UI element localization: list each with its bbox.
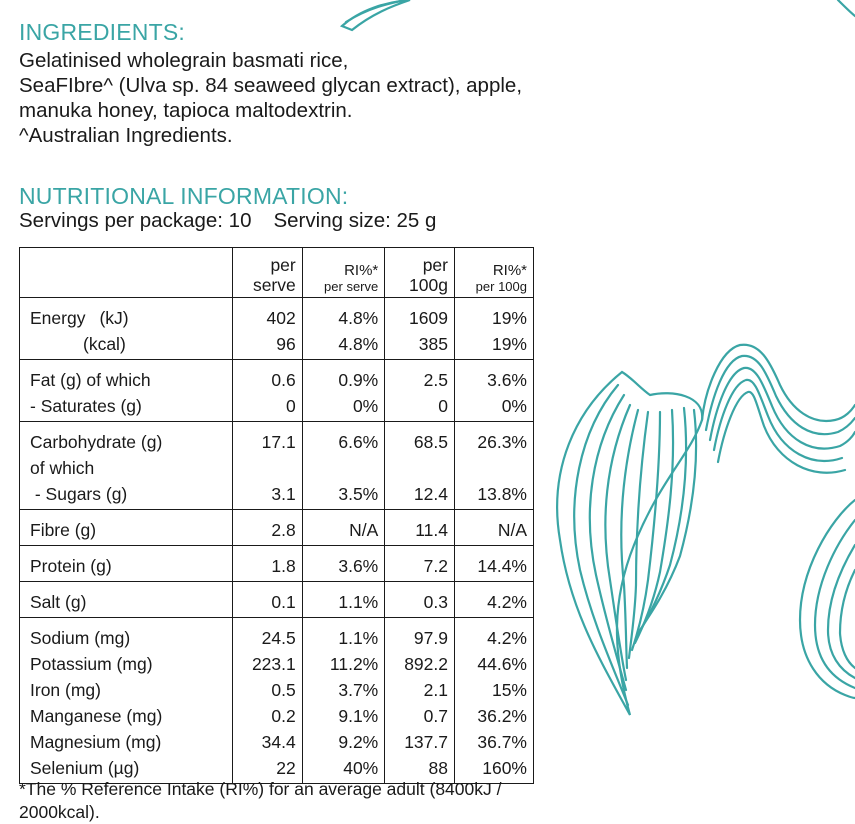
- cell-value: 24.5: [233, 618, 303, 650]
- cell-value: 17.1: [233, 422, 303, 454]
- servings-info: [19, 209, 436, 233]
- cell-value: 15%: [454, 675, 533, 701]
- cell-value: 26.3%: [454, 422, 533, 454]
- row-label: [20, 329, 233, 360]
- ingredients-line: SeaFIbre^ (Ulva sp. 84 seaweed glycan extract), apple,: [19, 74, 523, 97]
- ingredients-line: manuka honey, tapioca maltodextrin.: [19, 99, 353, 122]
- cell-value: 19%: [454, 329, 533, 360]
- cell-value: 40%: [302, 753, 385, 784]
- ingredients-line: Gelatinised wholegrain basmati rice,: [19, 49, 349, 72]
- cell-value: 44.6%: [454, 649, 533, 675]
- cell-value: 14.4%: [454, 546, 533, 582]
- cell-value: [385, 453, 455, 479]
- cell-value: 3.6%: [454, 360, 533, 392]
- header-text: per: [270, 255, 296, 275]
- header-per-100g: [385, 248, 455, 298]
- cell-value: 9.1%: [302, 701, 385, 727]
- cell-value: 22: [233, 753, 303, 784]
- cell-value: 12.4: [385, 479, 455, 510]
- table-row: [20, 582, 534, 618]
- cell-value: 1.8: [233, 546, 303, 582]
- table-row: [20, 360, 534, 392]
- table-row: [20, 391, 534, 422]
- cell-value: 1.1%: [302, 582, 385, 618]
- header-text: RI%*: [492, 262, 527, 279]
- table-row: [20, 479, 534, 510]
- row-label: Magnesium (mg): [20, 727, 233, 753]
- row-label: Fat (g) of which: [20, 360, 233, 392]
- row-label: of which: [20, 453, 233, 479]
- cell-value: 0: [385, 391, 455, 422]
- cell-value: 0.2: [233, 701, 303, 727]
- header-text: serve: [252, 275, 296, 295]
- table-row: [20, 618, 534, 650]
- cell-value: [302, 453, 385, 479]
- header-ri-100g: [454, 248, 533, 298]
- row-label-text: Energy: [30, 308, 86, 328]
- cell-value: [233, 453, 303, 479]
- cell-value: 3.6%: [302, 546, 385, 582]
- cell-value: 9.2%: [302, 727, 385, 753]
- table-row: [20, 453, 534, 479]
- table-row: [20, 701, 534, 727]
- row-label: Fibre (g): [20, 510, 233, 546]
- cell-value: 0.7: [385, 701, 455, 727]
- cell-value: 3.7%: [302, 675, 385, 701]
- cell-value: 19%: [454, 298, 533, 330]
- row-label: - Sugars (g): [20, 479, 233, 510]
- row-label: Potassium (mg): [20, 649, 233, 675]
- cell-value: 4.2%: [454, 618, 533, 650]
- cell-value: 0.3: [385, 582, 455, 618]
- row-label: Selenium (µg): [20, 753, 233, 784]
- cell-value: 3.5%: [302, 479, 385, 510]
- cell-value: 97.9: [385, 618, 455, 650]
- table-row: [20, 727, 534, 753]
- nutrition-table: [19, 247, 534, 784]
- cell-value: N/A: [454, 510, 533, 546]
- row-unit: (kJ): [99, 308, 129, 328]
- cell-value: 3.1: [233, 479, 303, 510]
- cell-value: 36.7%: [454, 727, 533, 753]
- row-label: Iron (mg): [20, 675, 233, 701]
- table-row: [20, 329, 534, 360]
- nutrition-heading: NUTRITIONAL INFORMATION:: [19, 183, 349, 209]
- cell-value: 4.8%: [302, 329, 385, 360]
- row-label: - Saturates (g): [20, 391, 233, 422]
- cell-value: 88: [385, 753, 455, 784]
- cell-value: [454, 453, 533, 479]
- row-label: [20, 298, 233, 330]
- header-ri-serve: [302, 248, 385, 298]
- header-text: 100g: [409, 275, 448, 295]
- cell-value: 0%: [454, 391, 533, 422]
- cell-value: 34.4: [233, 727, 303, 753]
- cell-value: 0.1: [233, 582, 303, 618]
- serving-size: Serving size: 25 g: [273, 209, 437, 232]
- cell-value: 892.2: [385, 649, 455, 675]
- cell-value: 385: [385, 329, 455, 360]
- cell-value: 137.7: [385, 727, 455, 753]
- table-header-row: [20, 248, 534, 298]
- header-text: RI%*: [344, 262, 379, 279]
- cell-value: N/A: [302, 510, 385, 546]
- header-text: per 100g: [475, 279, 527, 294]
- cell-value: 0.6: [233, 360, 303, 392]
- cell-value: 2.5: [385, 360, 455, 392]
- cell-value: 1609: [385, 298, 455, 330]
- cell-value: 0.5: [233, 675, 303, 701]
- ingredients-line: ^Australian Ingredients.: [19, 124, 233, 147]
- ingredients-list: [19, 48, 619, 148]
- cell-value: 13.8%: [454, 479, 533, 510]
- cell-value: 68.5: [385, 422, 455, 454]
- cell-value: 4.8%: [302, 298, 385, 330]
- row-label: Manganese (mg): [20, 701, 233, 727]
- header-text: per: [422, 255, 448, 275]
- cell-value: 1.1%: [302, 618, 385, 650]
- table-row: [20, 675, 534, 701]
- cell-value: 223.1: [233, 649, 303, 675]
- row-label: Protein (g): [20, 546, 233, 582]
- cell-value: 0: [233, 391, 303, 422]
- footnote: *The % Reference Intake (RI%) for an average adult (8400kJ / 2000kcal).: [19, 779, 502, 822]
- table-row: [20, 422, 534, 454]
- row-label: Salt (g): [20, 582, 233, 618]
- cell-value: 6.6%: [302, 422, 385, 454]
- cell-value: 4.2%: [454, 582, 533, 618]
- cell-value: 11.2%: [302, 649, 385, 675]
- table-row: [20, 649, 534, 675]
- cell-value: 11.4: [385, 510, 455, 546]
- row-label: Sodium (mg): [20, 618, 233, 650]
- cell-value: 402: [233, 298, 303, 330]
- table-row: [20, 510, 534, 546]
- cell-value: 2.1: [385, 675, 455, 701]
- ingredients-heading: INGREDIENTS:: [19, 19, 185, 45]
- cell-value: 160%: [454, 753, 533, 784]
- servings-per-package: Servings per package: 10: [19, 209, 252, 232]
- header-per-serve: [233, 248, 303, 298]
- cell-value: 0.9%: [302, 360, 385, 392]
- cell-value: 0%: [302, 391, 385, 422]
- cell-value: 96: [233, 329, 303, 360]
- row-label-text: (kcal): [83, 334, 126, 354]
- cell-value: 36.2%: [454, 701, 533, 727]
- table-row: [20, 546, 534, 582]
- cell-value: 2.8: [233, 510, 303, 546]
- row-label: Carbohydrate (g): [20, 422, 233, 454]
- header-text: per serve: [324, 279, 379, 294]
- header-name-column: [20, 248, 233, 298]
- cell-value: 7.2: [385, 546, 455, 582]
- table-row: [20, 298, 534, 330]
